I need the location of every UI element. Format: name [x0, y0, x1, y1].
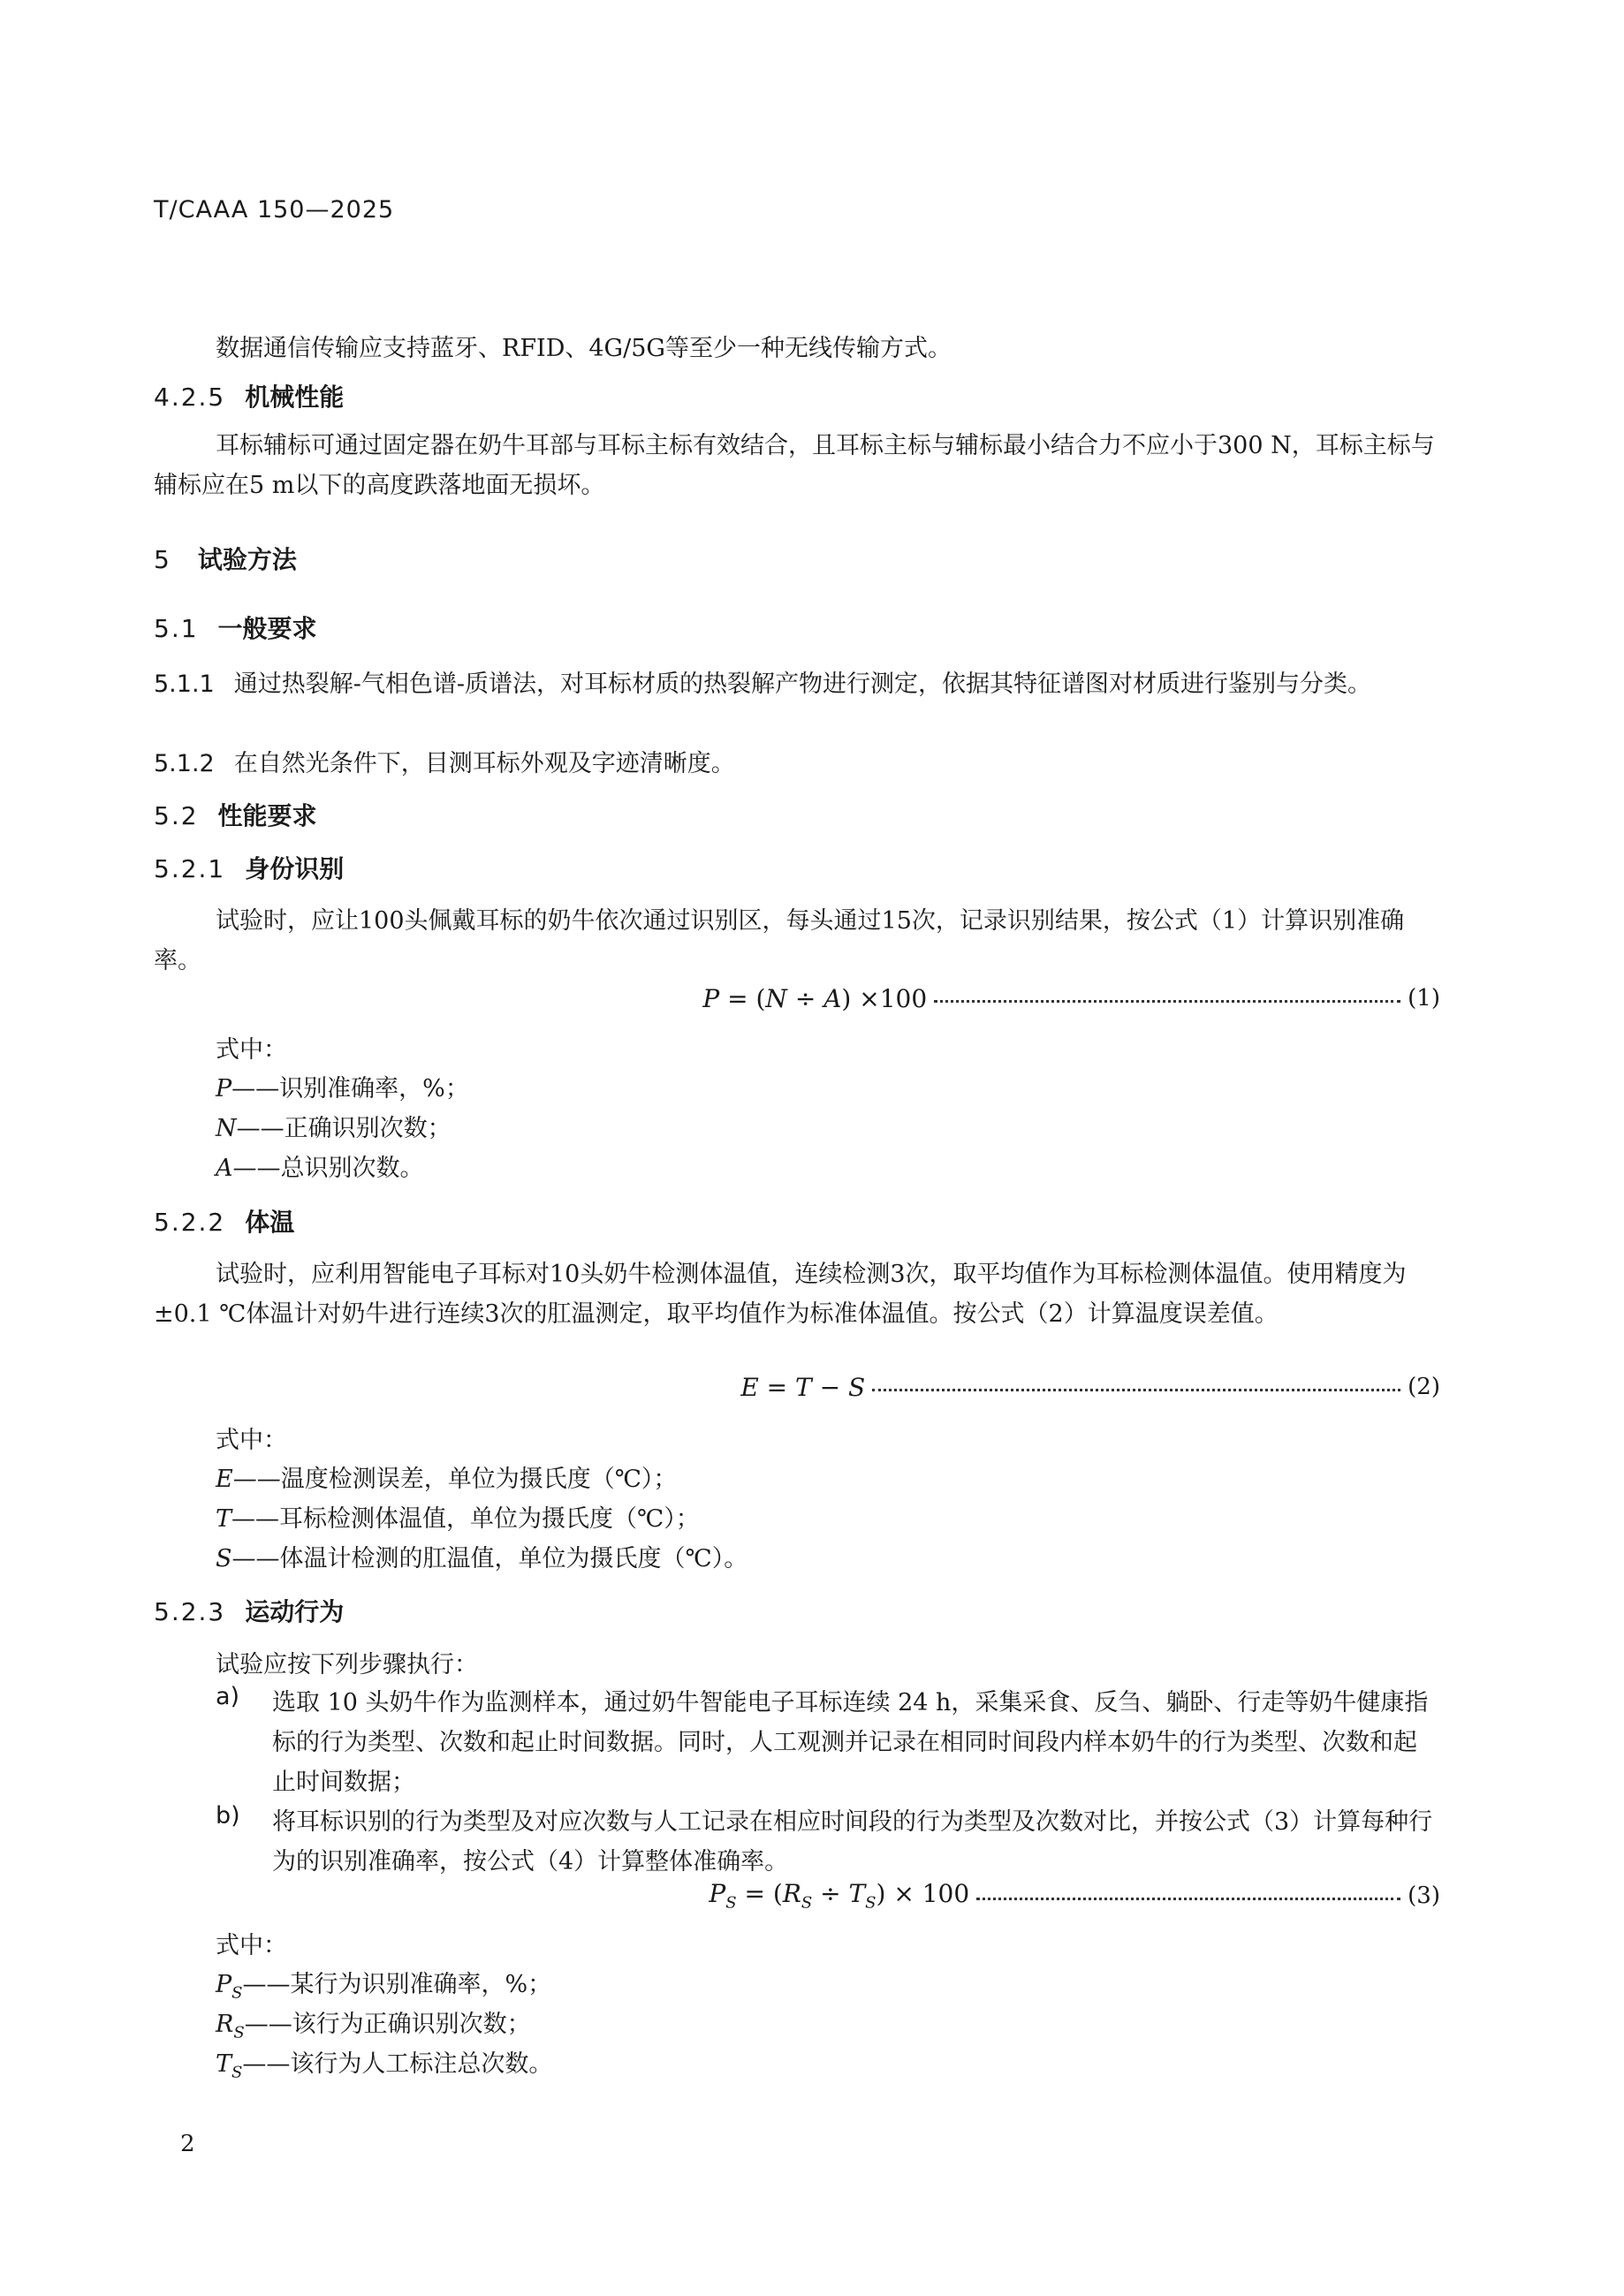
- formula-expression: E = T − S: [740, 1372, 866, 1402]
- equation-number: (1): [1408, 985, 1440, 1012]
- variable-definition: S——体温计检测的肛温值，单位为摄氏度（℃）。: [216, 1545, 748, 1572]
- dot-leader: [976, 1898, 1400, 1900]
- paragraph-5-2-1: 试验时，应让100头佩戴耳标的奶牛依次通过识别区，每头通过15次，记录识别结果，按公式（1）计算识别准确率。: [154, 907, 1405, 974]
- variable-definition: $R_S——$该行为正确识别次数；: [216, 2011, 531, 2042]
- dot-leader: [872, 1389, 1400, 1391]
- where-label: 式中：: [216, 1427, 287, 1454]
- clause-number: 5.1.2: [154, 750, 215, 777]
- formula-2: [154, 1369, 1440, 1405]
- document-id: T/CAAA 150—2025: [154, 196, 395, 224]
- equation-number: (3): [1408, 1883, 1440, 1909]
- heading-5-1: [154, 610, 317, 645]
- formula-expression: P = (N ÷ A) ×100: [702, 983, 928, 1013]
- page-number: 2: [180, 2131, 195, 2157]
- section-title: 体温: [245, 1208, 295, 1237]
- steps-lead: 试验应按下列步骤执行：: [216, 1651, 478, 1678]
- heading-5: [154, 541, 297, 576]
- equation-number: (2): [1408, 1374, 1440, 1400]
- heading-4-2-5: [154, 378, 344, 413]
- paragraph-5-2-2: 试验时，应利用智能电子耳标对10头奶牛检测体温值，连续检测3次，取平均值作为耳标检测体温值。使用精度为±0.1 ℃体温计对奶牛进行连续3次的肛温测定，取平均值作为标准体温值。按公式（2）计算温度误差值。: [154, 1261, 1407, 1328]
- list-item: 将耳标识别的行为类型及对应次数与人工记录在相应时间段的行为类型及次数对比，并按公式（3）计算每种行为的识别准确率，按公式（4）计算整体准确率。: [272, 1808, 1433, 1875]
- variable-definition: $T_S——$该行为人工标注总次数。: [216, 2050, 553, 2082]
- heading-5-2-3: [154, 1593, 344, 1628]
- list-marker: b): [216, 1802, 240, 1830]
- section-title: 一般要求: [217, 614, 317, 643]
- clause-text: 通过热裂解-气相色谱-质谱法，对耳标材质的热裂解产物进行测定，依据其特征谱图对材质进行鉴别与分类。: [233, 671, 1371, 698]
- clause-5-1-1: [154, 664, 1439, 704]
- variable-definition: T——耳标检测体温值，单位为摄氏度（℃）；: [216, 1505, 700, 1533]
- variable-definition: N——正确识别次数；: [216, 1115, 452, 1142]
- section-number: 5.1: [154, 614, 199, 643]
- heading-5-2: [154, 797, 317, 832]
- where-label: 式中：: [216, 1932, 287, 1959]
- formula-3: [154, 1878, 1440, 1913]
- clause-number: 5.1.1: [154, 671, 215, 698]
- clause-5-1-2: [154, 744, 1439, 784]
- list-marker: a): [216, 1683, 240, 1710]
- dot-leader: [934, 1000, 1400, 1003]
- section-number: 4.2.5: [154, 383, 226, 412]
- section-number: 5.2.1: [154, 854, 226, 883]
- formula-expression: $P_S = (R_S \div T_S) \times 100$: [709, 1879, 970, 1913]
- section-number: 5.2.2: [154, 1208, 226, 1237]
- heading-5-2-1: [154, 850, 344, 885]
- section-number: 5.2.3: [154, 1597, 226, 1626]
- section-number: 5.2: [154, 801, 199, 830]
- section-number: 5: [154, 545, 171, 574]
- section-title: 运动行为: [245, 1597, 345, 1626]
- variable-definition: $P_S——$某行为识别准确率，%；: [216, 1971, 552, 2003]
- where-label: 式中：: [216, 1036, 287, 1064]
- paragraph-4-2-5: 耳标辅标可通过固定器在奶牛耳部与耳标主标有效结合，且耳标主标与辅标最小结合力不应小于300 N，耳标主标与辅标应在5 m以下的高度跌落地面无损坏。: [154, 432, 1435, 499]
- heading-5-2-2: [154, 1203, 294, 1239]
- section-title: 性能要求: [217, 801, 317, 830]
- section-title: 机械性能: [245, 383, 345, 412]
- list-item: 选取 10 头奶牛作为监测样本，通过奶牛智能电子耳标连续 24 h，采集采食、反刍、躺卧、行走等奶牛健康指标的行为类型、次数和起止时间数据。同时，人工观测并记录在相同时间段内样本奶牛的行为类型、次数和起止时间数据；: [272, 1689, 1429, 1796]
- intro-paragraph: 数据通信传输应支持蓝牙、RFID、4G/5G等至少一种无线传输方式。: [216, 335, 952, 362]
- formula-1: [154, 981, 1440, 1016]
- section-title: 试验方法: [197, 545, 297, 574]
- section-title: 身份识别: [245, 854, 345, 883]
- clause-text: 在自然光条件下，目测耳标外观及字迹清晰度。: [233, 750, 735, 777]
- variable-definition: A——总识别次数。: [216, 1155, 424, 1182]
- variable-definition: E——温度检测误差，单位为摄氏度（℃）；: [216, 1466, 678, 1493]
- variable-definition: P——识别准确率，%；: [216, 1075, 469, 1103]
